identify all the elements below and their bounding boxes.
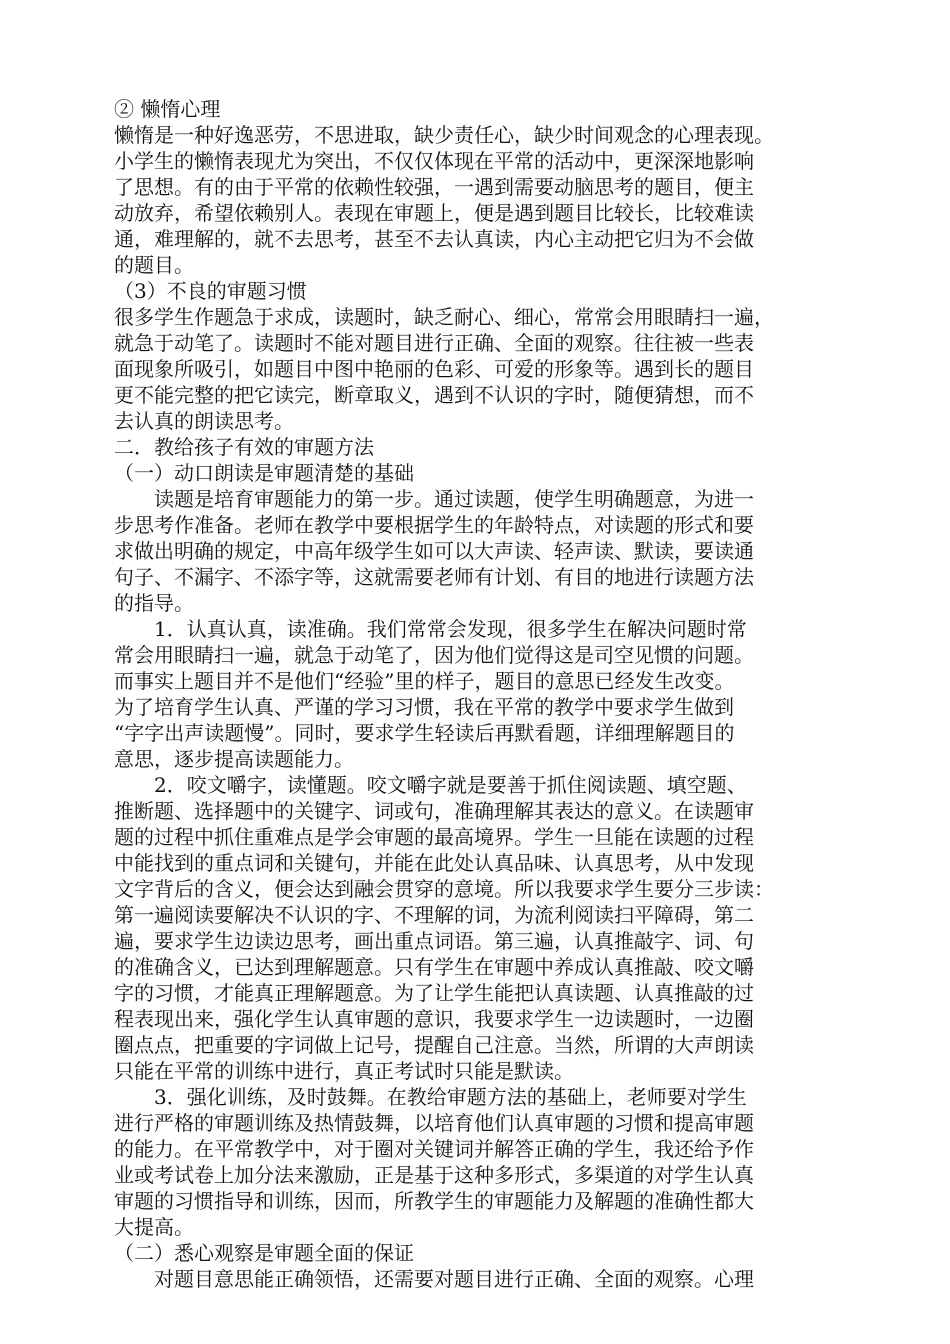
paragraph-line: 意思，逐步提高读题能力。 [114, 747, 354, 771]
paragraph-line: 的题目。 [114, 253, 194, 277]
paragraph-line: 的准确含义，已达到理解题意。只有学生在审题中养成认真推敲、咬文嚼 [114, 955, 754, 979]
paragraph-line: 为了培育学生认真、严谨的学习习惯，我在平常的教学中要求学生做到 [114, 695, 734, 719]
paragraph-line: 进行严格的审题训练及热情鼓舞，以培育他们认真审题的习惯和提高审题 [114, 1111, 754, 1135]
section-heading: 二．教给孩子有效的审题方法 [114, 435, 374, 459]
paragraph-line: 句子、不漏字、不添字等，这就需要老师有计划、有目的地进行读题方法 [114, 565, 754, 589]
paragraph-line: 大提高。 [114, 1215, 194, 1239]
paragraph-line: 小学生的懒惰表现尤为突出，不仅仅体现在平常的活动中，更深深地影响 [114, 149, 754, 173]
paragraph-line: 只能在平常的训练中进行，真正考试时只能是默读。 [114, 1059, 574, 1083]
paragraph-line: 求做出明确的规定，中高年级学生如可以大声读、轻声读、默读，要读通 [114, 539, 754, 563]
paragraph-line: 通，难理解的，就不去思考，甚至不去认真读，内心主动把它归为不会做 [114, 227, 754, 251]
numbered-item-3: 3．强化训练，及时鼓舞。在教给审题方法的基础上，老师要对学生 [154, 1085, 747, 1109]
paragraph-line: 中能找到的重点词和关键句，并能在此处认真品味、认真思考，从中发现 [114, 851, 754, 875]
paragraph-line: 而事实上题目并不是他们“经验”里的样子，题目的意思已经发生改变。 [114, 669, 735, 693]
paragraph-line: 很多学生作题急于求成，读题时，缺乏耐心、细心，常常会用眼睛扫一遍， [114, 305, 774, 329]
paragraph-line: 对题目意思能正确领悟，还需要对题目进行正确、全面的观察。心理 [154, 1267, 754, 1291]
paragraph-line: 字的习惯，才能真正理解题意。为了让学生能把认真读题、认真推敲的过 [114, 981, 754, 1005]
paragraph-line: “字字出声读题慢”。同时，要求学生轻读后再默看题，详细理解题目的 [114, 721, 735, 745]
paragraph-line: 业或考试卷上加分法来激励，正是基于这种多形式，多渠道的对学生认真 [114, 1163, 754, 1187]
paragraph-line: 遍，要求学生边读边思考，画出重点词语。第三遍，认真推敲字、词、句 [114, 929, 754, 953]
paragraph-line: 程表现出来，强化学生认真审题的意识，我要求学生一边读题时，一边圈 [114, 1007, 754, 1031]
numbered-item-2: 2．咬文嚼字，读懂题。咬文嚼字就是要善于抓住阅读题、填空题、 [154, 773, 747, 797]
paragraph-line: 题的过程中抓住重难点是学会审题的最高境界。学生一旦能在读题的过程 [114, 825, 754, 849]
paragraph-line: 动放弃，希望依赖别人。表现在审题上，便是遇到题目比较长，比较难读 [114, 201, 754, 225]
paragraph-line: 读题是培育审题能力的第一步。通过读题，使学生明确题意，为进一 [154, 487, 754, 511]
subheading-bad-habits: （3）不良的审题习惯 [114, 279, 307, 303]
subheading-observation: （二）悉心观察是审题全面的保证 [114, 1241, 414, 1265]
paragraph-line: 去认真的朗读思考。 [114, 409, 294, 433]
paragraph-line: 了思想。有的由于平常的依赖性较强，一遇到需要动脑思考的题目，便主 [114, 175, 754, 199]
paragraph-line: 第一遍阅读要解决不认识的字、不理解的词，为流利阅读扫平障碍，第二 [114, 903, 754, 927]
subheading-oral-reading: （一）动口朗读是审题清楚的基础 [114, 461, 414, 485]
numbered-item-1: 1．认真认真，读准确。我们常常会发现，很多学生在解决问题时常 [154, 617, 747, 641]
document-page [114, 96, 836, 1292]
paragraph-line: 文字背后的含义，便会达到融会贯穿的意境。所以我要求学生要分三步读： [114, 877, 774, 901]
paragraph-line: 常会用眼睛扫一遍，就急于动笔了，因为他们觉得这是司空见惯的问题。 [114, 643, 754, 667]
paragraph-line: 懒惰是一种好逸恶劳，不思进取，缺少责任心，缺少时间观念的心理表现。 [114, 123, 774, 147]
paragraph-line: 面现象所吸引，如题目中图中艳丽的色彩、可爱的形象等。遇到长的题目 [114, 357, 754, 381]
paragraph-line: 的能力。在平常教学中，对于圈对关键词并解答正确的学生，我还给予作 [114, 1137, 754, 1161]
paragraph-line: 审题的习惯指导和训练，因而，所教学生的审题能力及解题的准确性都大 [114, 1189, 754, 1213]
paragraph-line: 的指导。 [114, 591, 194, 615]
paragraph-line: 推断题、选择题中的关键字、词或句，准确理解其表达的意义。在读题审 [114, 799, 754, 823]
paragraph-line: 步思考作准备。老师在教学中要根据学生的年龄特点，对读题的形式和要 [114, 513, 754, 537]
subheading-laziness: ② 懒惰心理 [114, 97, 221, 121]
paragraph-line: 更不能完整的把它读完，断章取义，遇到不认识的字时，随便猜想，而不 [114, 383, 754, 407]
paragraph-line: 圈点点，把重要的字词做上记号，提醒自己注意。当然，所谓的大声朗读 [114, 1033, 754, 1057]
paragraph-line: 就急于动笔了。读题时不能对题目进行正确、全面的观察。往往被一些表 [114, 331, 754, 355]
